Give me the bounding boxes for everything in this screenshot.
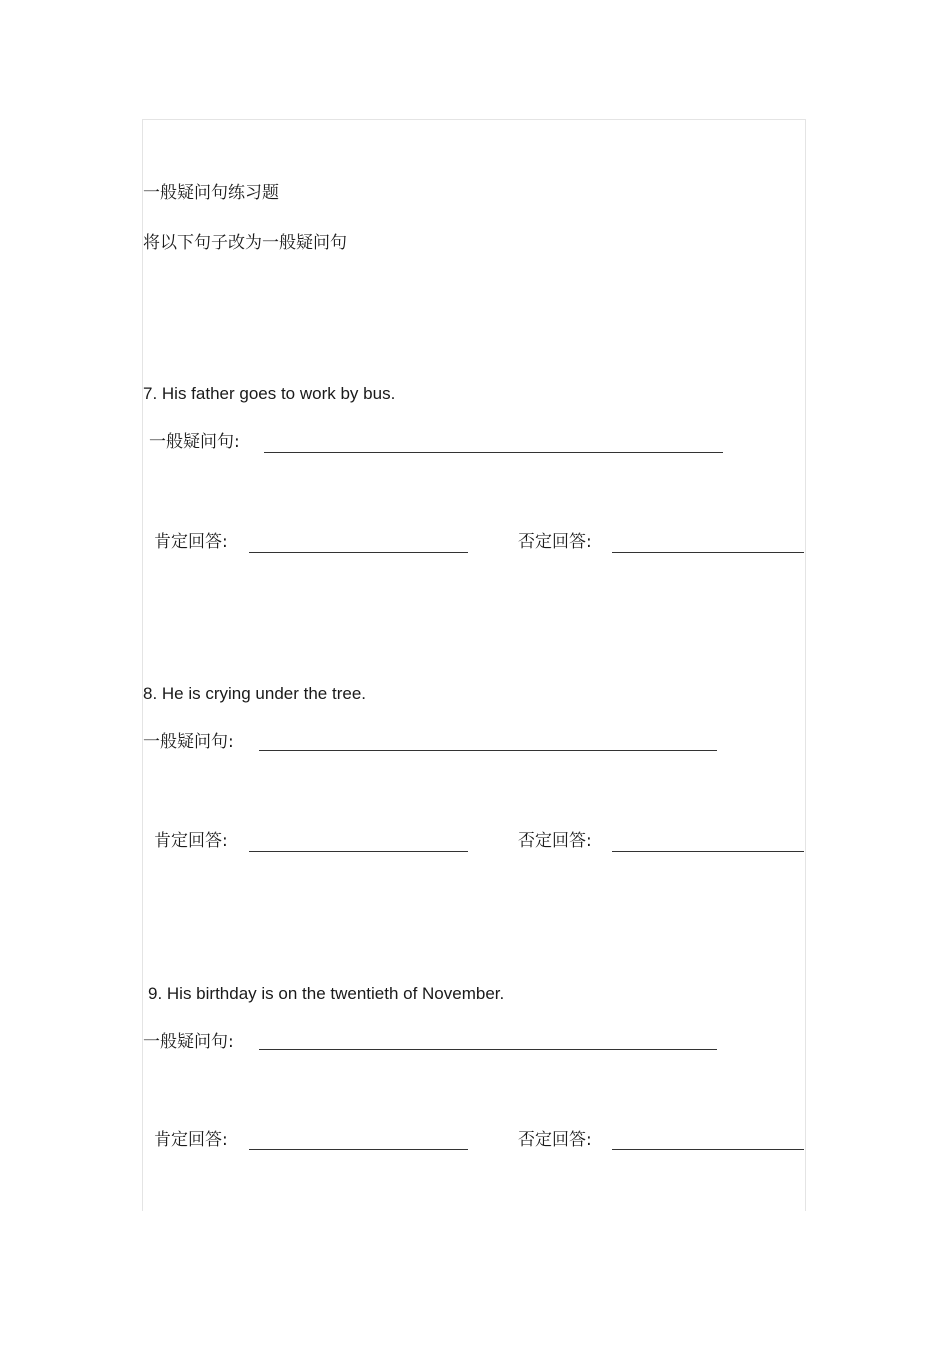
- question-sentence: 8. He is crying under the tree.: [143, 684, 367, 703]
- positive-answer-label: 肯定回答:: [154, 1130, 228, 1150]
- negative-answer-blank[interactable]: [612, 552, 804, 553]
- positive-answer-blank[interactable]: [249, 552, 468, 553]
- positive-answer-blank[interactable]: [249, 851, 468, 852]
- general-question-blank[interactable]: [259, 1049, 717, 1050]
- general-question-label: 一般疑问句:: [143, 1032, 234, 1052]
- page-frame: [142, 119, 806, 1211]
- negative-answer-blank[interactable]: [612, 851, 804, 852]
- negative-answer-label: 否定回答:: [518, 1130, 592, 1150]
- positive-answer-blank[interactable]: [249, 1149, 468, 1150]
- negative-answer-blank[interactable]: [612, 1149, 804, 1150]
- worksheet-instruction: 将以下句子改为一般疑问句: [143, 233, 347, 253]
- question-sentence: 9. His birthday is on the twentieth of November.: [148, 984, 505, 1003]
- general-question-label: 一般疑问句:: [149, 432, 240, 452]
- negative-answer-label: 否定回答:: [518, 831, 592, 851]
- question-sentence: 7. His father goes to work by bus.: [143, 384, 396, 403]
- worksheet-title: 一般疑问句练习题: [143, 183, 279, 203]
- general-question-blank[interactable]: [264, 452, 723, 453]
- positive-answer-label: 肯定回答:: [154, 532, 228, 552]
- general-question-blank[interactable]: [259, 750, 717, 751]
- negative-answer-label: 否定回答:: [518, 532, 592, 552]
- general-question-label: 一般疑问句:: [143, 732, 234, 752]
- positive-answer-label: 肯定回答:: [154, 831, 228, 851]
